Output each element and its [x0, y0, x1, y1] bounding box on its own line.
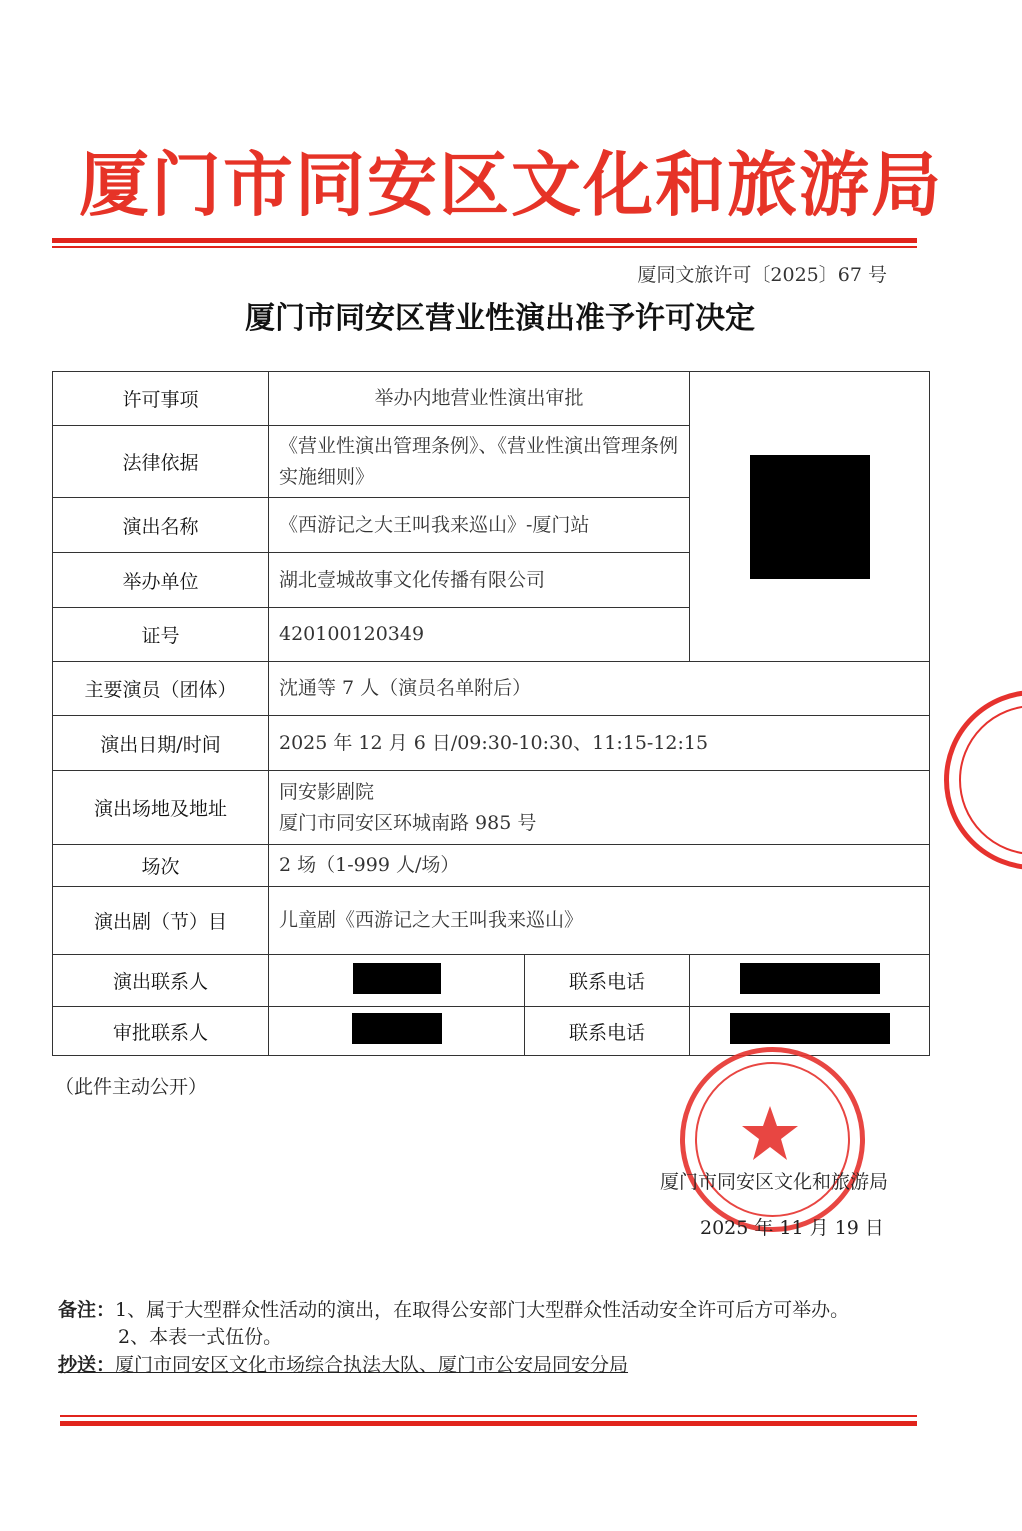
table-row: [53, 845, 930, 887]
masthead-red-rule-thin: [52, 246, 917, 248]
row-value: 2 场（1-999 人/场）: [269, 845, 930, 887]
table-row: [53, 955, 930, 1007]
table-row: [53, 887, 930, 955]
redacted-phone: [740, 963, 880, 994]
row-value: 湖北壹城故事文化传播有限公司: [269, 553, 690, 608]
note-2: 2、本表一式伍份。: [118, 1326, 283, 1348]
bottom-red-rule: [60, 1421, 917, 1426]
row-label: 法律依据: [53, 426, 269, 498]
row-label: 证号: [53, 608, 269, 662]
note-line-1: [58, 1295, 849, 1322]
seal-inner-ring: [959, 705, 1022, 855]
contact-name-cell: [269, 955, 525, 1007]
table-row: [53, 771, 930, 845]
notes-label: 备注：: [58, 1299, 116, 1321]
public-notice: （此件主动公开）: [55, 1076, 208, 1098]
contact-name-cell: [269, 1007, 525, 1056]
photo-cell: [690, 372, 930, 662]
row-label: 演出剧（节）目: [53, 887, 269, 955]
row-value: 沈通等 7 人（演员名单附后）: [269, 662, 930, 716]
table-row: [53, 662, 930, 716]
contact-label: 演出联系人: [53, 955, 269, 1007]
phone-cell: [690, 1007, 930, 1056]
phone-label: 联系电话: [525, 1007, 690, 1056]
row-value: 2025 年 12 月 6 日/09:30-10:30、11:15-12:15: [269, 716, 930, 771]
row-value: 《营业性演出管理条例》、《营业性演出管理条例实施细则》: [269, 426, 690, 498]
row-label: 演出名称: [53, 498, 269, 553]
contact-label: 审批联系人: [53, 1007, 269, 1056]
row-label: 举办单位: [53, 553, 269, 608]
document-title: 厦门市同安区营业性演出准予许可决定: [245, 301, 755, 336]
row-label: 场次: [53, 845, 269, 887]
masthead-red-rule: [52, 238, 917, 243]
row-value: [269, 771, 930, 845]
phone-cell: [690, 955, 930, 1007]
cc-label: 抄送：: [58, 1354, 116, 1376]
redacted-photo: [750, 455, 870, 579]
venue-address: 厦门市同安区环城南路 985 号: [279, 811, 537, 834]
phone-label: 联系电话: [525, 955, 690, 1007]
cc-line: [58, 1350, 628, 1377]
redacted-phone: [730, 1013, 890, 1044]
row-label: 演出场地及地址: [53, 771, 269, 845]
row-label: 许可事项: [53, 372, 269, 426]
row-label: 演出日期/时间: [53, 716, 269, 771]
permit-table: [52, 371, 930, 1056]
note-1: 1、属于大型群众性活动的演出，在取得公安部门大型群众性活动安全许可后方可举办。: [115, 1299, 850, 1321]
table-row: [53, 1007, 930, 1056]
official-seal-partial: [944, 690, 1022, 870]
redacted-name: [353, 963, 441, 994]
cc-value: 厦门市同安区文化市场综合执法大队、厦门市公安局同安分局: [115, 1354, 629, 1376]
row-value: 420100120349: [269, 608, 690, 662]
row-value: 儿童剧《西游记之大王叫我来巡山》: [269, 887, 930, 955]
issuer-name: 厦门市同安区文化和旅游局: [660, 1171, 889, 1193]
document-number: 厦同文旅许可〔2025〕67 号: [637, 264, 887, 286]
table-row: [53, 372, 930, 426]
table-row: [53, 716, 930, 771]
issue-date: 2025 年 11 月 19 日: [700, 1217, 884, 1239]
redacted-name: [352, 1013, 442, 1044]
star-icon: [740, 1104, 800, 1164]
bottom-red-rule-thin: [60, 1415, 917, 1417]
venue-name: 同安影剧院: [279, 780, 375, 803]
agency-masthead: 厦门市同安区文化和旅游局: [79, 144, 943, 226]
row-value: 举办内地营业性演出审批: [269, 372, 690, 426]
row-value: 《西游记之大王叫我来巡山》-厦门站: [269, 498, 690, 553]
row-label: 主要演员（团体）: [53, 662, 269, 716]
official-seal: [680, 1047, 865, 1232]
